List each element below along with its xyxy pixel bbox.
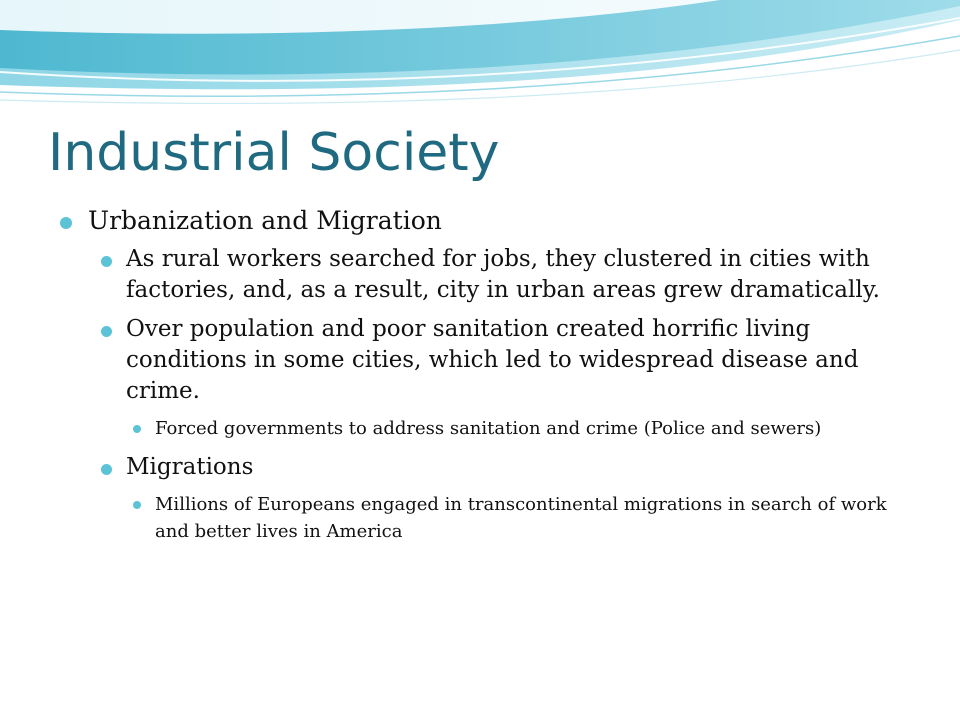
bullet-dot-icon [60,217,72,229]
bullet-urbanization-and-migration [60,204,910,238]
bullet-forced-governments [60,415,910,442]
bullet-dot-icon [101,326,112,337]
bullet-text: As rural workers searched for jobs, they clustered in cities with factories, and, as a result, city in urban areas grew dramatically. [126,246,880,303]
bullet-over-population [60,314,910,407]
bullet-dot-icon [101,256,112,267]
bullet-text: Urbanization and Migration [88,206,442,235]
bullet-text: Migrations [126,454,254,480]
slide-content [60,204,910,555]
bullet-dot-icon [101,464,112,475]
bullet-text: Over population and poor sanitation created horrific living conditions in some cities, which led to widespread disease and crime. [126,316,859,404]
bullet-rural-workers [60,244,910,306]
wave-header-decoration [0,0,960,115]
slide-title: Industrial Society [48,123,500,183]
bullet-dot-icon [133,425,141,433]
bullet-millions-of-europeans [60,491,910,545]
bullet-text: Millions of Europeans engaged in transcontinental migrations in search of work and better lives in America [155,494,887,542]
bullet-dot-icon [133,501,141,509]
bullet-text: Forced governments to address sanitation and crime (Police and sewers) [155,418,822,439]
bullet-migrations [60,452,910,483]
